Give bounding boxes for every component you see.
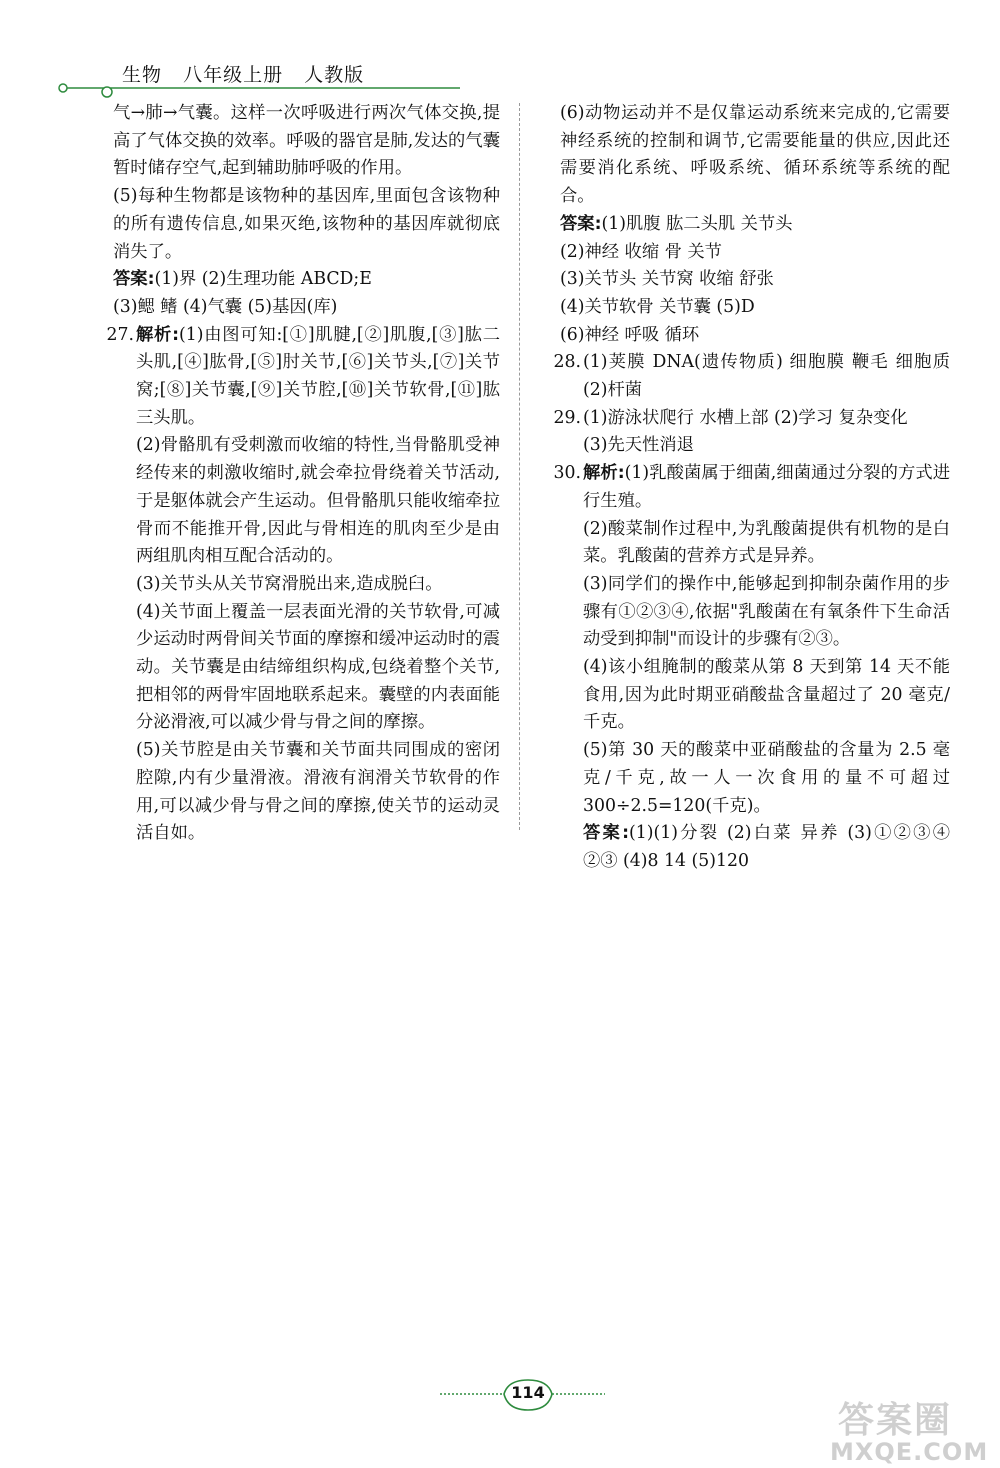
q29-answer-line-2: (3)先天性消退 — [583, 435, 694, 456]
header-grade: 八年级上册 — [183, 64, 284, 86]
q27-analysis-2: (2)骨骼肌有受刺激而收缩的特性,当骨骼肌受神经传来的刺激收缩时,就会牵拉骨绕着关节活动,于是躯体就会产生运动。但骨骼肌只能收缩牵拉骨而不能推开骨,因此与骨相连的肌肉至少是由两组肌肉相互配合活动的。 — [136, 435, 500, 567]
q27-answer-line-1: 答案:(1)肌腹 肱二头肌 关节头 — [560, 213, 793, 234]
right-column — [537, 100, 950, 876]
analysis-label: 解析: — [136, 324, 180, 345]
page-number: 114 — [511, 1383, 545, 1402]
q27-answer-line-4: (4)关节软骨 关节囊 (5)D — [560, 296, 755, 317]
question-number: 29. — [553, 407, 581, 428]
watermark-logo — [830, 1392, 995, 1468]
question-number: 30. — [553, 463, 581, 484]
page-footer — [440, 1378, 605, 1422]
q28-answer: (1)荚膜 DNA(遗传物质) 细胞膜 鞭毛 细胞质 (2)杆菌 — [583, 352, 950, 401]
q30-analysis-3: (3)同学们的操作中,能够起到抑制杂菌作用的步骤有①②③④,依据"乳酸菌在有氧条件下生命活动受到抑制"而设计的步骤有②③。 — [583, 573, 950, 650]
q27-analysis-5: (5)关节腔是由关节囊和关节面共同围成的密闭腔隙,内有少量滑液。滑液有润滑关节软骨的作用,可以减少骨与骨之间的摩擦,使关节的运动灵活自如。 — [136, 740, 500, 844]
q27-answer-line-2: (2)神经 收缩 骨 关节 — [560, 241, 722, 262]
question-28 — [537, 349, 950, 404]
q26-answer-line-1: 答案:(1)界 (2)生理功能 ABCD;E — [113, 269, 372, 290]
q29-answer-line-1: (1)游泳状爬行 水槽上部 (2)学习 复杂变化 — [583, 407, 908, 428]
q27-answer-line-5: (6)神经 呼吸 循环 — [560, 324, 700, 345]
q30-analysis-1: 解析:(1)乳酸菌属于细菌,细菌通过分裂的方式进行生殖。 — [583, 463, 950, 511]
q30-answer: 答案:(1)(1)分裂 (2)白菜 异养 (3)①②③④ ②③ (4)8 14 (5)120 — [583, 823, 950, 871]
q27-analysis-1: 解析:(1)由图可知:[①]肌腱,[②]肌腹,[③]肱二头肌,[④]肱骨,[⑤]肘关节,[⑥]关节头,[⑦]关节窝;[⑧]关节囊,[⑨]关节腔,[⑩]关节软骨,[⑪]肱三头肌。 — [136, 324, 500, 428]
question-29 — [537, 405, 950, 460]
answer-label: 答案: — [560, 213, 602, 234]
column-divider — [519, 103, 520, 830]
q27-answer-line-3: (3)关节头 关节窝 收缩 舒张 — [560, 269, 774, 290]
watermark-main-text: 答案圈 — [838, 1400, 953, 1441]
header-decoration-line — [55, 80, 475, 100]
left-column — [90, 100, 500, 848]
q30-analysis-4: (4)该小组腌制的酸菜从第 8 天到第 14 天不能食用,因为此时期亚硝酸盐含量超过了 20 毫克/千克。 — [583, 657, 950, 733]
page-header — [0, 0, 1000, 100]
q27-analysis-3: (3)关节头从关节窝滑脱出来,造成脱臼。 — [136, 573, 443, 594]
header-subject: 生物 — [122, 64, 163, 86]
analysis-label: 解析: — [583, 463, 625, 484]
q27-analysis-4: (4)关节面上覆盖一层表面光滑的关节软骨,可减少运动时两骨间关节面的摩擦和缓冲运动时的震动。关节囊是由结缔组织构成,包绕着整个关节,把相邻的两骨牢固地联系起来。囊壁的内表面能分泌滑液,可以减少骨与骨之间的摩擦。 — [136, 601, 500, 733]
question-30 — [537, 460, 950, 876]
question-number: 28. — [553, 352, 581, 373]
watermark-url: MXQE.COM — [830, 1438, 989, 1466]
header-edition: 人教版 — [304, 64, 365, 86]
q26-continued-2: (5)每种生物都是该物种的基因库,里面包含该物种的所有遗传信息,如果灭绝,该物种的基因库就彻底消失了。 — [113, 186, 500, 262]
answer-label: 答案: — [583, 823, 629, 844]
answer-label: 答案: — [113, 269, 155, 290]
q27-analysis-6: (6)动物运动并不是仅靠运动系统来完成的,它需要神经系统的控制和调节,它需要能量的供应,因此还需要消化系统、呼吸系统、循环系统等系统的配合。 — [560, 103, 950, 207]
q30-analysis-2: (2)酸菜制作过程中,为乳酸菌提供有机物的是白菜。乳酸菌的营养方式是异养。 — [583, 518, 950, 567]
q26-continued-1: 气→肺→气囊。这样一次呼吸进行两次气体交换,提高了气体交换的效率。呼吸的器官是肺,发达的气囊暂时储存空气,起到辅助肺呼吸的作用。 — [113, 103, 500, 179]
q30-analysis-5: (5)第 30 天的酸菜中亚硝酸盐的含量为 2.5 毫克/千克,故一人一次食用的量不可超过 300÷2.5=120(千克)。 — [583, 740, 950, 816]
q26-answer-line-2: (3)鳃 鳍 (4)气囊 (5)基因(库) — [113, 296, 338, 317]
question-number: 27. — [106, 324, 134, 345]
question-27 — [90, 322, 500, 848]
